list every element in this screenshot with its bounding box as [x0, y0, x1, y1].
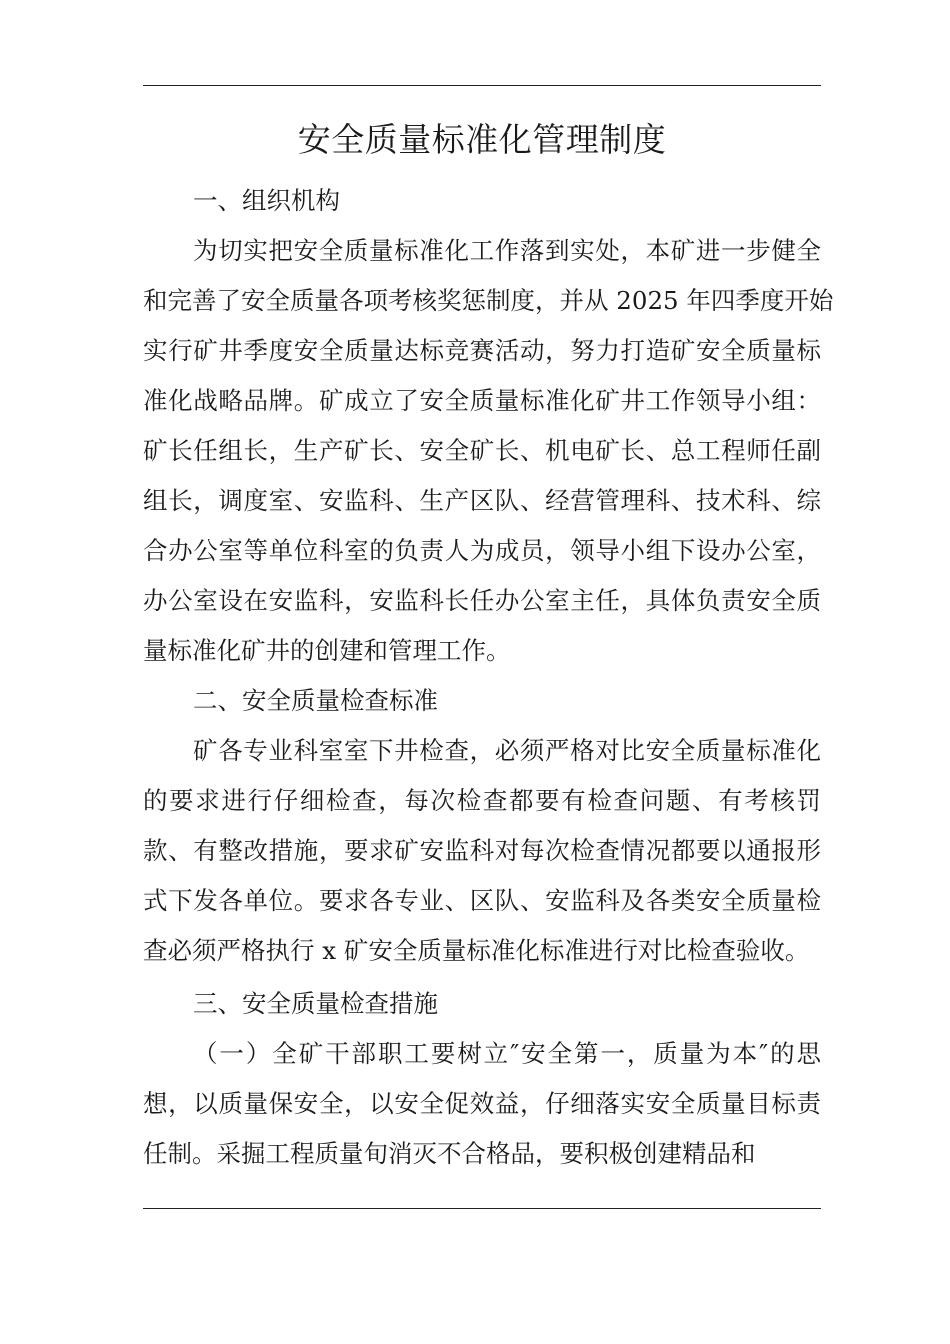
paragraph-line: 和完善了安全质量各项考核奖惩制度，并从 2025 年四季度开始	[143, 286, 834, 315]
paragraph-line: 为切实把安全质量标准化工作落到实处，本矿进一步健全	[193, 236, 821, 265]
header-rule	[143, 85, 821, 86]
section-heading-standards: 二、安全质量检查标准	[193, 686, 438, 715]
document-title: 安全质量标准化管理制度	[297, 120, 667, 159]
paragraph-line: 组长，调度室、安监科、生产区队、经营管理科、技术科、综	[143, 486, 821, 515]
paragraph-line: 款、有整改措施，要求矿安监科对每次检查情况都要以通报形	[143, 836, 821, 865]
paragraph-line: 想，以质量保安全，以安全促效益，仔细落实安全质量目标责	[143, 1089, 821, 1118]
paragraph-line: 矿各专业科室室下井检查，必须严格对比安全质量标准化	[193, 736, 821, 765]
paragraph-line: 量标准化矿井的创建和管理工作。	[143, 636, 511, 665]
paragraph-line: 任制。采掘工程质量旬消灭不合格品，要积极创建精品和	[143, 1139, 756, 1168]
paragraph-line: 准化战略品牌。矿成立了安全质量标准化矿井工作领导小组：	[143, 386, 821, 415]
paragraph-line: 办公室设在安监科，安监科长任办公室主任，具体负责安全质	[143, 586, 821, 615]
paragraph-line: 式下发各单位。要求各专业、区队、安监科及各类安全质量检	[143, 886, 821, 915]
section-heading-measures: 三、安全质量检查措施	[193, 989, 438, 1018]
paragraph-line: 合办公室等单位科室的负责人为成员，领导小组下设办公室，	[143, 536, 821, 565]
footer-rule	[143, 1208, 821, 1209]
paragraph-line: 的要求进行仔细检查，每次检查都要有检查问题、有考核罚	[143, 786, 821, 815]
paragraph-line: 实行矿井季度安全质量达标竞赛活动，努力打造矿安全质量标	[143, 336, 821, 365]
section-heading-organization: 一、组织机构	[193, 186, 340, 215]
paragraph-line: （一）全矿干部职工要树立″安全第一，质量为本″的思	[193, 1039, 821, 1068]
paragraph-line: 查必须严格执行 x 矿安全质量标准化标准进行对比检查验收。	[143, 936, 810, 965]
paragraph-line: 矿长任组长，生产矿长、安全矿长、机电矿长、总工程师任副	[143, 436, 821, 465]
